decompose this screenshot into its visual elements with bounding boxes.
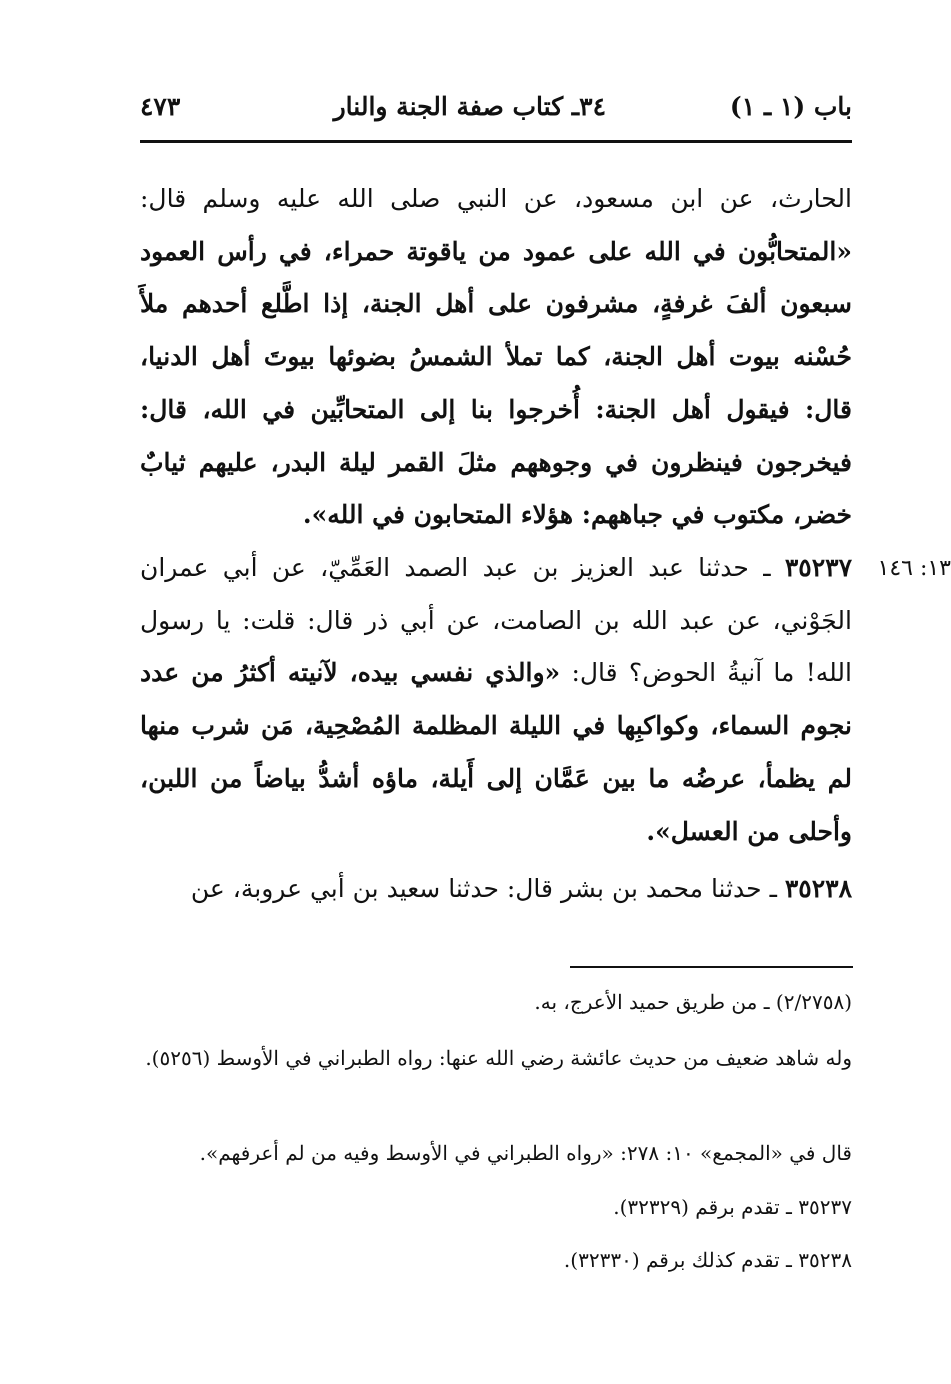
footnote: ٣٥٢٣٨ ـ تقدم كذلك برقم (٣٢٣٣٠). — [563, 1248, 852, 1272]
page-number: ٤٧٣ — [140, 92, 181, 121]
hadith-number: ٣٥٢٣٧ — [784, 553, 852, 582]
header-rule — [140, 140, 852, 143]
margin-reference: ١٣: ١٤٦ — [877, 556, 951, 581]
hadith-text: «المتحابُّون في الله على عمود من ياقوتة حمراء، في رأس العمود سبعون ألفَ غرفةٍ، مشرفون على أهل الجنة، إذا اطَّلع أحدهم ملأَ حُسْنه بيوت أهل الجنة، كما تملأ الشمسُ بضوئها بيوتَ أهل الدنيا، قال: فيقول أهل الجنة: أُخرجوا بنا إلى المتحابِّين في الله، قال: فيخرجون فينظرون في وجوههم مثلَ القمر ليلة البدر، عليهم ثيابٌ خضر، مكتوب في جباههم: هؤلاء المتحابون في الله». — [140, 236, 852, 530]
hadith-number: ٣٥٢٣٨ — [784, 874, 852, 903]
footnote: (٢/٢٧٥٨) ـ من طريق حميد الأعرج، به. — [534, 990, 852, 1014]
footnote: ٣٥٢٣٧ ـ تقدم برقم (٣٢٣٢٩). — [613, 1195, 852, 1219]
page-header — [140, 92, 852, 132]
footnote: وله شاهد ضعيف من حديث عائشة رضي الله عنها: رواه الطبراني في الأوسط (٥٢٥٦). — [145, 1046, 852, 1070]
hadith-paragraph — [140, 863, 852, 916]
hadith-paragraph — [140, 173, 852, 542]
hadith-isnad: ـ حدثنا محمد بن بشر قال: حدثنا سعيد بن أبي عروبة، عن — [190, 874, 777, 903]
footnote-rule — [570, 966, 853, 968]
hadith-intro: الحارث، عن ابن مسعود، عن النبي صلى الله عليه وسلم قال: — [140, 184, 852, 213]
hadith-isnad: ـ حدثنا عبد العزيز بن عبد الصمد العَمِّيّ، عن أبي عمران الجَوْني، عن عبد الله بن الصامت، عن أبي ذر قال: قلت: يا رسول الله! ما آنيةُ الحوض؟ قال: — [140, 553, 852, 688]
book-title: ٣٤ـ كتاب صفة الجنة والنار — [333, 92, 606, 121]
chapter-heading: باب (١ ـ ١) — [729, 92, 852, 121]
footnote: قال في «المجمع» ١٠: ٢٧٨: «رواه الطبراني في الأوسط وفيه من لم أعرفهم». — [199, 1141, 852, 1165]
hadith-text: «والذي نفسي بيده، لآنيته أكثرُ من عدد نجوم السماء، وكواكبِها في الليلة المظلمة المُصْحِية، مَن شرب منها لم يظمأ، عرضُه ما بين عَمَّان إلى أَيلة، ماؤه أشدُّ بياضاً من اللبن، وأحلى من العسل». — [140, 658, 852, 846]
hadith-paragraph — [140, 542, 852, 858]
